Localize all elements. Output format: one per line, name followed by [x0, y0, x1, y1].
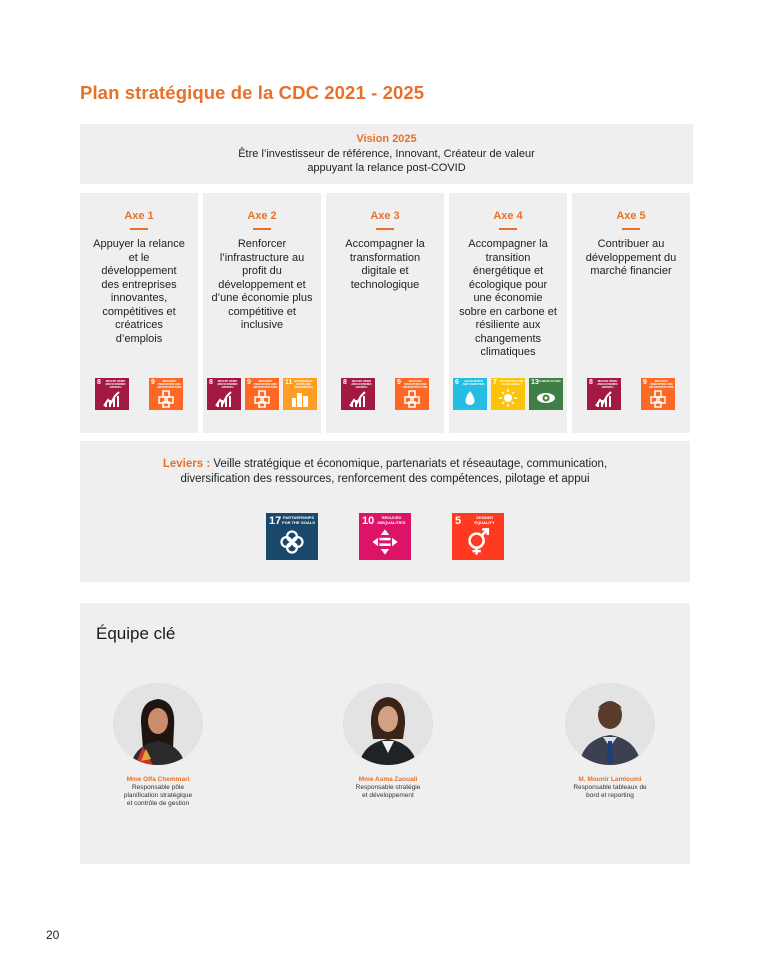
vision-box: [80, 124, 693, 184]
sdg-glyph-icon: [348, 388, 368, 408]
sdg-label: INDUSTRY, INNOVATION AND INFRASTRUCTURE: [403, 380, 428, 389]
sdg-label: REDUCED INEQUALITIES: [377, 515, 406, 525]
axe-text: Contribuer au développement du marché financier: [585, 238, 677, 277]
axe-heading: Axe 3: [370, 210, 400, 222]
sdg-glyph-icon: [460, 388, 480, 408]
sdg-glyph-icon: [102, 388, 122, 408]
sdg-glyph-icon: [464, 528, 492, 556]
member-role: Responsable tableaux de bord et reporting: [573, 784, 647, 799]
person-photo-icon: [343, 683, 433, 765]
axe-text: Appuyer la relance et le développement des entreprises innovantes, compétitives et créatrices d’emplois: [93, 238, 185, 345]
sdg-number: 8: [209, 379, 213, 386]
team-heading: Équipe clé: [96, 624, 176, 643]
sdg-8-icon: [207, 378, 241, 410]
avatar: [565, 683, 655, 765]
page-title: Plan stratégique de la CDC 2021 - 2025: [80, 82, 425, 103]
member-name: Mme Asma Zaouali: [358, 776, 418, 783]
team-member: [313, 683, 463, 800]
sdg-label: CLIMATE ACTION: [538, 380, 561, 383]
team-member: [535, 683, 685, 800]
sdg-glyph-icon: [402, 388, 422, 408]
sdg-glyph-icon: [594, 388, 614, 408]
sdg-8-icon: [587, 378, 621, 410]
person-photo-icon: [113, 683, 203, 765]
sdg-glyph-icon: [536, 388, 556, 408]
axe-divider: [376, 228, 394, 230]
axe-5-card: [572, 193, 690, 433]
leviers-box: [80, 441, 690, 582]
leviers-key: Leviers :: [162, 458, 211, 470]
sdg-number: 8: [97, 379, 101, 386]
sdg-label: DECENT WORK AND ECONOMIC GROWTH: [105, 380, 126, 389]
sdg-number: 9: [247, 379, 251, 386]
axe-3-card: [326, 193, 444, 433]
axe-divider: [622, 228, 640, 230]
sdg-8-icon: [341, 378, 375, 410]
sdg-glyph-icon: [278, 528, 306, 556]
sdg-7-icon: [491, 378, 525, 410]
sdg-glyph-icon: [156, 388, 176, 408]
sdg-number: 6: [455, 379, 459, 386]
axe-sdg-icons: [326, 378, 444, 410]
sdg-number: 11: [285, 379, 293, 386]
axe-divider: [253, 228, 271, 230]
vision-text: Être l’investisseur de référence, Innovant, Créateur de valeur appuyant la relance post-COVID: [238, 148, 535, 174]
member-name: Mme Olfa Chemmari: [126, 776, 190, 783]
sdg-number: 13: [531, 379, 539, 386]
sdg-number: 9: [397, 379, 401, 386]
sdg-number: 9: [151, 379, 155, 386]
sdg-label: DECENT WORK AND ECONOMIC GROWTH: [597, 380, 618, 389]
axe-2-card: [203, 193, 321, 433]
member-role: Responsable pôle planification stratégique et contrôle de gestion: [123, 784, 193, 807]
sdg-8-icon: [95, 378, 129, 410]
sdg-label: INDUSTRY, INNOVATION AND INFRASTRUCTURE: [649, 380, 674, 389]
sdg-11-icon: [283, 378, 317, 410]
sdg-17-icon: [266, 513, 318, 560]
member-role: Responsable stratégie et développement: [355, 784, 421, 799]
avatar: [343, 683, 433, 765]
axe-sdg-icons: [80, 378, 198, 410]
leviers-sdg-icons: [80, 513, 690, 560]
axe-1-card: [80, 193, 198, 433]
sdg-label: GENDER EQUALITY: [474, 515, 495, 525]
axe-sdg-icons: [203, 378, 321, 410]
axe-4-card: [449, 193, 567, 433]
avatar: [113, 683, 203, 765]
sdg-glyph-icon: [371, 528, 399, 556]
sdg-9-icon: [149, 378, 183, 410]
leviers-text: Leviers : Veille stratégique et économique, partenariats et réseautage, communication, diversification des ressources, renforcement des compétences, pilotage et appui: [162, 458, 608, 485]
sdg-number: 10: [362, 515, 375, 527]
sdg-9-icon: [641, 378, 675, 410]
sdg-glyph-icon: [252, 388, 272, 408]
sdg-13-icon: [529, 378, 563, 410]
sdg-10-icon: [359, 513, 411, 560]
sdg-label: PARTNERSHIPS FOR THE GOALS: [282, 515, 315, 525]
sdg-6-icon: [453, 378, 487, 410]
sdg-number: 7: [493, 379, 497, 386]
axe-text: Renforcer l’infrastructure au profit du développement et d’une économie plus compétitive et inclusive: [211, 238, 313, 331]
sdg-label: INDUSTRY, INNOVATION AND INFRASTRUCTURE: [157, 380, 182, 389]
axe-heading: Axe 4: [493, 210, 523, 222]
sdg-number: 8: [589, 379, 593, 386]
sdg-glyph-icon: [290, 388, 310, 408]
sdg-number: 9: [643, 379, 647, 386]
sdg-glyph-icon: [648, 388, 668, 408]
axe-heading: Axe 2: [247, 210, 277, 222]
sdg-number: 17: [269, 515, 282, 527]
page-number: 20: [46, 928, 60, 942]
sdg-label: INDUSTRY, INNOVATION AND INFRASTRUCTURE: [253, 380, 278, 389]
person-photo-icon: [565, 683, 655, 765]
member-name: M. Mounir Lamloumi: [578, 776, 642, 783]
sdg-9-icon: [245, 378, 279, 410]
team-member: [83, 683, 233, 808]
sdg-label: DECENT WORK AND ECONOMIC GROWTH: [351, 380, 372, 389]
sdg-9-icon: [395, 378, 429, 410]
axe-divider: [130, 228, 148, 230]
sdg-label: DECENT WORK AND ECONOMIC GROWTH: [217, 380, 238, 389]
axe-sdg-icons: [449, 378, 567, 410]
sdg-label: AFFORDABLE AND CLEAN ENERGY: [499, 380, 524, 386]
sdg-label: CLEAN WATER AND SANITATION: [462, 380, 485, 386]
axe-text: Accompagner la transformation digitale et technologique: [345, 238, 425, 291]
sdg-5-icon: [452, 513, 504, 560]
sdg-label: SUSTAINABLE CITIES AND COMMUNITIES: [294, 380, 313, 389]
axe-divider: [499, 228, 517, 230]
sdg-glyph-icon: [498, 388, 518, 408]
axe-heading: Axe 1: [124, 210, 154, 222]
axe-sdg-icons: [572, 378, 690, 410]
sdg-number: 8: [343, 379, 347, 386]
vision-heading: Vision 2025: [356, 133, 417, 145]
sdg-glyph-icon: [214, 388, 234, 408]
sdg-number: 5: [455, 515, 462, 527]
axe-heading: Axe 5: [616, 210, 646, 222]
team-section: [80, 603, 690, 864]
axe-text: Accompagner la transition énergétique et écologique pour une économie sobre en carbone et résiliente aux changements climatiques: [459, 238, 557, 358]
